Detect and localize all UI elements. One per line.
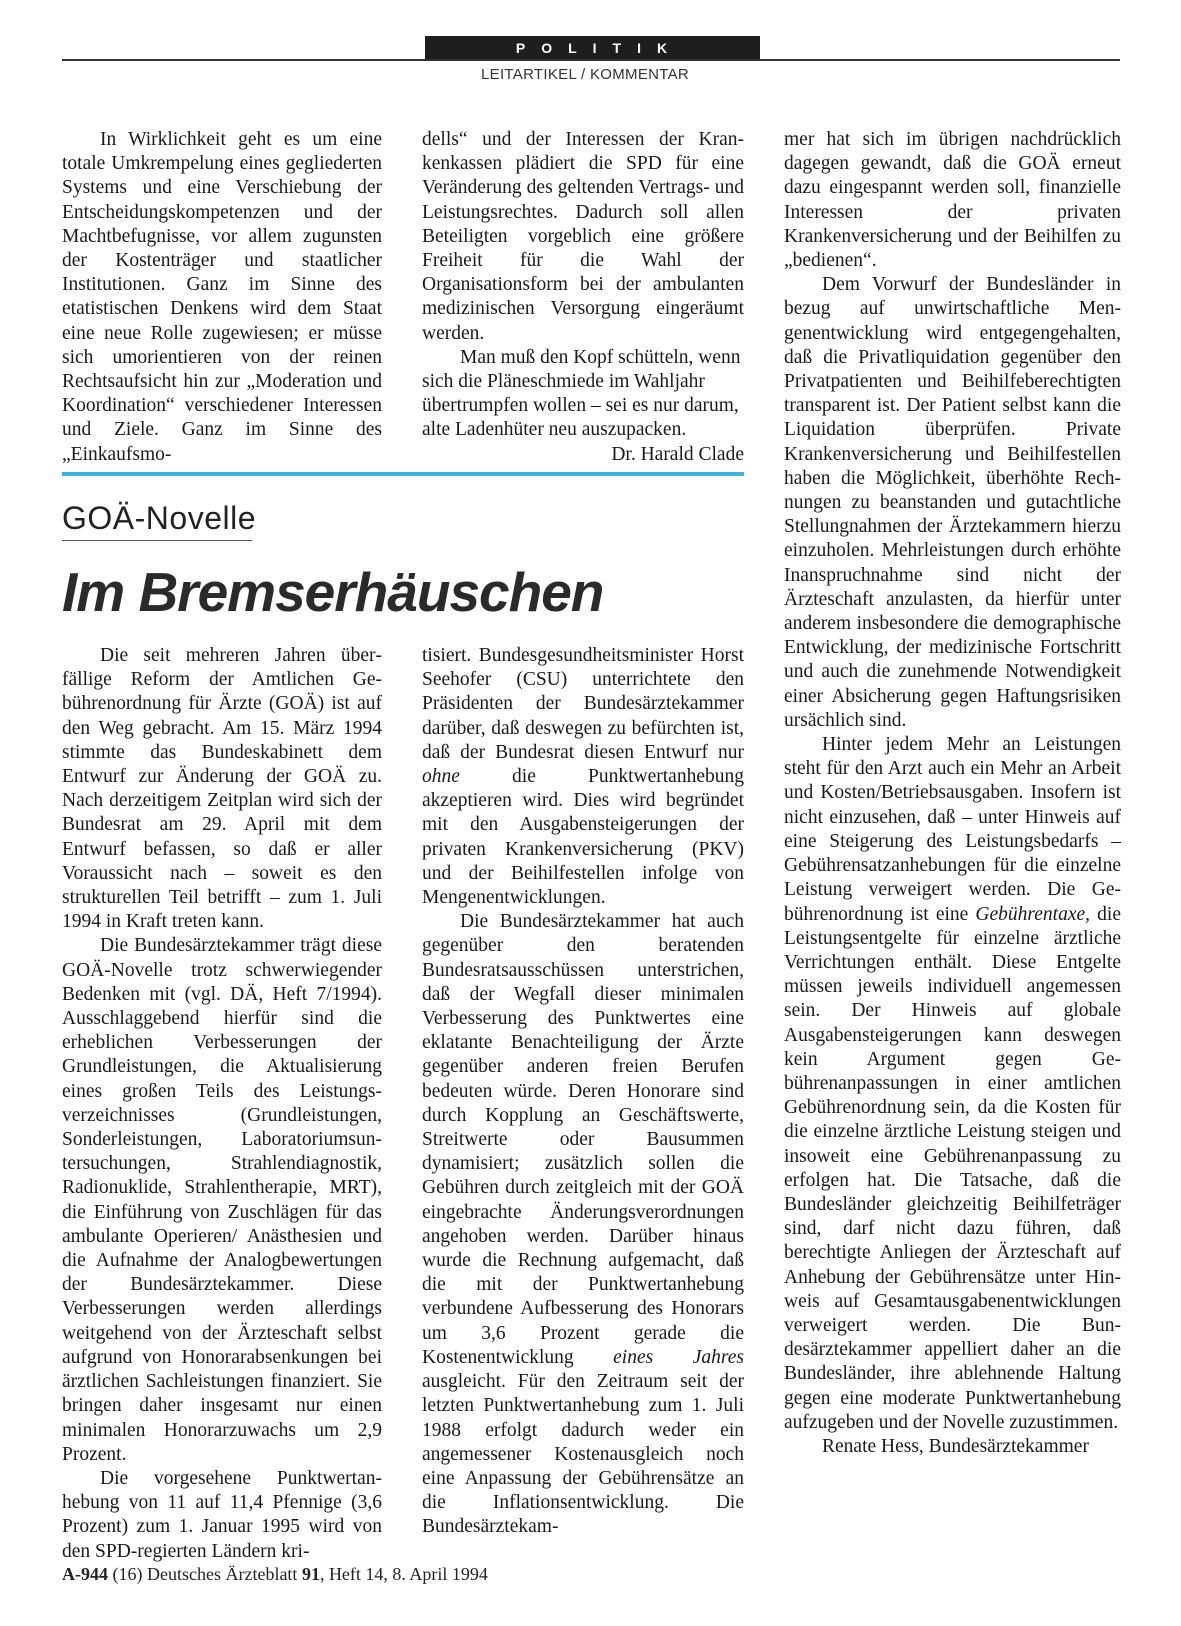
article-paragraph [422, 644, 744, 910]
header-rule [62, 59, 1120, 61]
text-run: Die Bundesärztekammer hat auch gegenüber den beratenden Bundesratsausschüssen unterstrichen, daß der Wegfall dieser minimalen Verbesserung des Punktwertes eine eklatante Benachteiligung der Ärzte gegenüber anderen freien Berufen bedeuten würde. Deren Honorare sind durch Kopplung an Geschäftswerte, Streitwerte oder Bausummen dynamisiert; zusätzlich sollen die Gebühren durch zeitgleich mit der GOÄ eingebrachte Änderungsverordnungen angehoben werden. Darüber hinaus wurde die Rechnung aufgemacht, daß die mit der Punktwertanhebung verbundene Aufbesserung des Honorars um 3,6 Prozent gerade die Kostenentwicklung [422, 911, 744, 1368]
kicker-underline [62, 540, 252, 541]
article-column-2 [422, 644, 744, 1540]
text-run: die Punktwertanhebung akzeptieren wird. Dies wird begründet mit den Ausgabensteigerungen der privaten Krankenversicherung (PKV) und der Beihilfestellen infolge von Mengenentwicklungen. [422, 766, 744, 909]
text-run: die Leistungsentgelte für einzelne ärztliche Verrichtungen enthält. Diese Entgelte müssen jeweils individuell angemessen sein. Der Hinweis auf globale Ausgabensteigerungen kann deswegen kein Argument gegen Gebührenanpassungen in einer amtlichen Gebührenordnung sein, da die Kosten für die einzelne ärztliche Leistung steigen und insoweit eine Gebührenanpassung zu erfolgen hat. Die Tatsache, daß die Bundesländer gleichzeitig Beihilfeträger sind, darf nicht dazu führen, daß berechtigte Anliegen der Ärzteschaft auf Anhebung der Gebührensätze unter Hinweis auf Gesamtausgabenentwicklungen verweigert werden. Die Bundesärztekammer appelliert daher an die Bundesländer, ihre ablehnende Haltung gegen eine moderate Punktwertanhebung aufzugeben und der Novelle zuzustimmen. [784, 903, 1121, 1433]
page-code: A-944 [62, 1564, 108, 1584]
footer-text: , Heft 14, 8. April 1994 [319, 1564, 488, 1584]
article-column-1 [62, 644, 382, 1564]
subsection-label: LEITARTIKEL / KOMMENTAR [481, 66, 690, 83]
section-header [425, 36, 760, 60]
commentary-paragraph: In Wirklichkeit geht es um eine totale Umkrempelung eines gegliederten Systems und eine Verschiebung der Entscheidungskompetenzen und der Machtbefugnisse, vor allem zugunsten der Kostenträger und staatlicher Institutionen. Ganz im Sinne des etatistischen Denkens wird dem Staat eine neue Rolle zugewiesen; er müsse sich umorientieren von der reinen Rechtsaufsicht hin zur „Moderation und Koordination“ verschiedener Interessen und Ziele. Ganz im Sinne des „Einkaufsmo- [62, 129, 382, 465]
article-author: Renate Hess, Bundesärztekammer [822, 1435, 1089, 1457]
emphasis: eines Jahres [613, 1346, 744, 1368]
volume-number: 91 [301, 1564, 320, 1584]
text-run: tisiert. Bundesgesundheitsminister Horst Seehofer (CSU) unterrichtete den Präsidenten der Bundesärztekammer darüber, daß deswegen zu befürchten ist, daß der Bundesrat diesen Entwurf nur [422, 645, 744, 763]
page-footer [62, 1564, 488, 1585]
section-label: POLITIK [515, 40, 684, 56]
text-run: Hinter jedem Mehr an Leistungen steht für den Arzt auch ein Mehr an Arbeit und Kosten/Betriebsausgaben. Insofern ist nicht einzusehen, daß – unter Hinweis auf eine Steigerung des Leistungsbedarfs – Gebührensatzanhebungen für die einzelne Leistung verweigert werden. Die Gebührenordnung ist eine [784, 734, 1121, 925]
article-kicker: GOÄ-Novelle [62, 500, 256, 536]
emphasis: ohne [422, 766, 460, 788]
article-paragraph: Die vorgesehene Punktwertanhebung von 11 auf 11,4 Pfennige (3,6 Prozent) zum 1. Januar 1995 wird von den SPD-regierten Ländern kri- [62, 1467, 382, 1562]
article-paragraph: mer hat sich im übrigen nachdrücklich dagegen gewandt, daß die GOÄ erneut dazu eingespannt werden soll, finanzielle Interessen der privaten Krankenversicherung und der Beihilfen zu „bedienen“. [784, 129, 1121, 272]
article-paragraph: Die seit mehreren Jahren überfällige Reform der Amtlichen Gebührenordnung für Ärzte (GOÄ) ist auf den Weg gebracht. Am 15. März 1994 stimmte das Bundeskabinett dem Entwurf zur Änderung der GOÄ zu. Nach derzeitigem Zeitplan wird sich der Bundesrat am 29. April mit dem Entwurf befassen, so daß er aller Voraussicht nach – soweit es den strukturellen Teil betrifft – zum 1. Juli 1994 in Kraft treten kann. [62, 645, 382, 933]
article-paragraph [422, 910, 744, 1539]
article-headline: Im Bremserhäuschen [62, 561, 604, 623]
commentary-closing [422, 346, 744, 465]
commentary-paragraph: dells“ und der Interessen der Krankenkassen plädiert die SPD für eine Veränderung des geltenden Vertrags- und Leistungsrechtes. Dadurch soll allen Beteiligten vorgeblich eine größere Freiheit für die Wahl der Organisationsform bei der ambulanten medizinischen Versorgung eingeräumt werden. [422, 129, 744, 344]
emphasis: Gebührentaxe, [975, 903, 1091, 925]
commentary-column-1 [62, 128, 382, 467]
commentary-author: Dr. Harald Clade [611, 443, 744, 465]
article-paragraph [784, 733, 1121, 1435]
commentary-closing-text: Man muß den Kopf schütteln, wenn sich die Pläneschmiede im Wahljahr übertrumpfen wollen – sei es nur darum, alte Ladenhüter neu auszupacken. [422, 346, 741, 441]
article-column-3 [784, 128, 1121, 1459]
text-run: ausgleicht. Für den Zeitraum seit der letzten Punktwertanhebung zum 1. Juli 1988 erfolgt dadurch weder ein angemessener Kostenausgleich noch eine Anpassung der Gebührensätze an die Inflationsentwicklung. Die Bundesärztekam- [422, 1371, 744, 1538]
article-paragraph: Dem Vorwurf der Bundesländer in bezug auf unwirtschaftliche Mengenentwicklung wird entgegengehalten, daß die Privatliquidation gegenüber den Privatpatienten und Beihilfeberechtigten transparent ist. Der Patient selbst kann die Liquidation überprüfen. Private Krankenversicherung und Beihilfestellen haben die Möglichkeit, überhöhte Rechnungen zu beanstanden und gutachtliche Stellungnahmen der Ärztekammern hierzu einzuholen. Mehrleistungen durch erhöhte Inanspruchnahme sind nicht der Ärzteschaft anzulasten, da hierfür unter anderem insbesondere die demographische Entwicklung, der medizinische Fortschritt und auch die zunehmende Notwendigkeit einer Absicherung gegen Haftungsrisiken ursächlich sind. [784, 274, 1121, 731]
article-paragraph: Die Bundesärztekammer trägt diese GOÄ-Novelle trotz schwerwiegender Bedenken mit (vgl. DÄ, Heft 7/1994). Ausschlaggebend hierfür sind die erheblichen Verbesserungen der Grundleistungen, die Aktualisierung eines großen Teils des Leistungsverzeichnisses (Grundleistungen, Sonderleistungen, Laboratoriumsuntersuchungen, Strahlendiagnostik, Radionuklide, Strahlentherapie, MRT), die Einführung von Zuschlägen für das ambulante Operieren/ Anästhesien und die Aufnahme der Analogbewertungen der Bundesärztekammer. Diese Verbesserungen werden allerdings weitgehend von der Ärzteschaft selbst aufgrund von Honorarabsenkungen bei ärztlichen Sachleistungen finanziert. Sie bringen daher insgesamt nur einen minimalen Honorarzuwachs um 2,9 Prozent. [62, 935, 382, 1465]
commentary-column-2 [422, 128, 744, 467]
footer-text: (16) Deutsches Ärzteblatt [112, 1564, 302, 1584]
section-divider [62, 472, 744, 476]
